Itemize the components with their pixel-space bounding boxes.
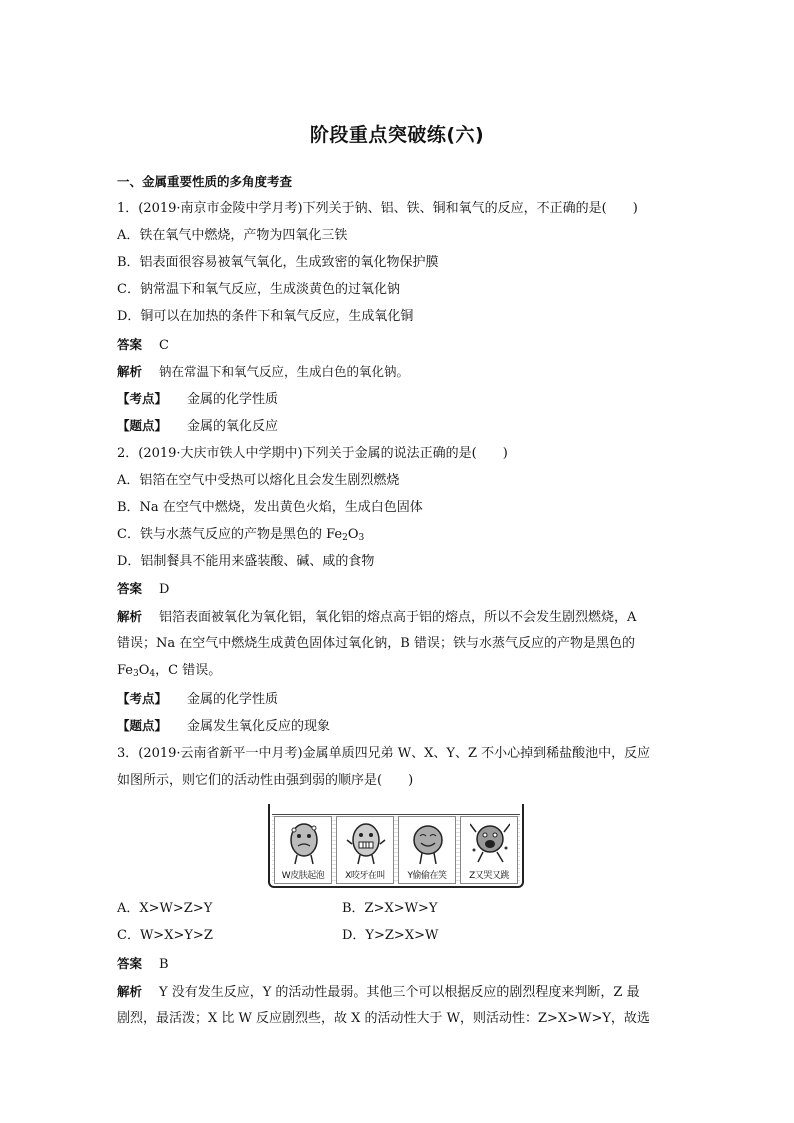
q1-answer	[117, 336, 169, 355]
caption-y: Y偷偷在笑	[407, 871, 447, 881]
analysis-text: 铝箔表面被氧化为氧化铝，氧化铝的熔点高于铝的熔点，所以不会发生剧烈燃烧，A	[159, 610, 637, 625]
q2-kaodian	[117, 690, 278, 709]
q2-option-c: C．铁与水蒸气反应的产物是黑色的 $Fe_2O_3$	[117, 527, 365, 543]
caption-w: W皮肤起泡	[281, 871, 325, 881]
answer-label: 答案	[117, 956, 143, 971]
answer-label: 答案	[117, 337, 143, 352]
q3-stem-line1: 3．(2019·云南省新平一中月考)金属单质四兄弟 W、X、Y、Z 不小心掉到稀盐酸池中，反应	[117, 746, 651, 761]
answer-value: B	[159, 957, 169, 972]
q3-stem-line2: 如图所示，则它们的活动性由强到弱的顺序是( )	[117, 773, 414, 788]
tidian-label: 【题点】	[117, 718, 168, 733]
caption-z: Z又哭又跳	[469, 871, 509, 881]
q2-answer	[117, 580, 169, 599]
q2-option-d: D．铝制餐具不能用来盛装酸、碱、咸的食物	[117, 554, 375, 569]
q2-stem: 2．(2019·大庆市铁人中学期中)下列关于金属的说法正确的是( )	[117, 446, 508, 461]
q1-option-d: D．铜可以在加热的条件下和氧气反应，生成氧化铜	[117, 309, 414, 324]
q1-kaodian	[117, 390, 278, 409]
q2-option-b: B．Na 在空气中燃烧，发出黄色火焰，生成白色固体	[117, 500, 423, 515]
q3-option-c: C．W>X>Y>Z	[117, 928, 213, 943]
caption-x: X咬牙在叫	[345, 871, 385, 881]
kaodian-value: 金属的化学性质	[187, 392, 279, 407]
analysis-label: 解析	[117, 984, 143, 999]
q3-option-b: B．Z>X>W>Y	[342, 901, 438, 916]
tidian-label: 【题点】	[117, 418, 168, 433]
metal-x-cell	[336, 816, 394, 884]
q2-analysis-line1	[117, 608, 636, 627]
kaodian-label: 【考点】	[117, 391, 168, 406]
metal-z-figure-icon	[470, 820, 510, 866]
section-heading: 一、金属重要性质的多角度考查	[117, 174, 293, 189]
answer-value: C	[159, 338, 169, 353]
analysis-text: Y 没有发生反应，Y 的活动性最弱。其他三个可以根据反应的剧烈程度来判断，Z 最	[159, 985, 640, 1000]
q3-analysis-line2: 剧烈，最活泼；X 比 W 反应剧烈些，故 X 的活动性大于 W，则活动性：Z>X>W>Y，故选	[117, 1011, 650, 1026]
q1-stem: 1．(2019·南京市金陵中学月考)下列关于钠、铝、铁、铜和氧气的反应，不正确的是( )	[117, 201, 638, 216]
q3-option-d: D．Y>Z>X>W	[342, 928, 439, 943]
analysis-label: 解析	[117, 364, 143, 379]
acid-pool-figure	[268, 804, 524, 888]
answer-value: D	[159, 582, 170, 597]
page-title: 阶段重点突破练(六)	[309, 124, 485, 146]
metal-w-cell	[274, 816, 332, 884]
q1-analysis	[117, 363, 409, 382]
kaodian-label: 【考点】	[117, 691, 168, 706]
metal-y-figure-icon	[408, 820, 448, 866]
metal-w-figure-icon	[284, 820, 324, 866]
q2-analysis-line3: $Fe_3O_4$，C 错误。	[117, 663, 222, 679]
q2-tidian	[117, 717, 330, 736]
metal-x-figure-icon	[346, 820, 386, 866]
q3-answer	[117, 955, 169, 974]
q1-tidian	[117, 417, 278, 436]
analysis-label: 解析	[117, 609, 143, 624]
q2-option-a: A．铝箔在空气中受热可以熔化且会发生剧烈燃烧	[117, 473, 400, 488]
tidian-value: 金属的氧化反应	[187, 419, 279, 434]
q1-option-c: C．钠常温下和氧气反应，生成淡黄色的过氧化钠	[117, 282, 400, 297]
metal-z-cell	[460, 816, 518, 884]
tidian-value: 金属发生氧化反应的现象	[187, 719, 331, 734]
q3-analysis-line1	[117, 983, 640, 1002]
analysis-text: 钠在常温下和氧气反应，生成白色的氧化钠。	[159, 364, 410, 379]
q1-option-a: A．铁在氧气中燃烧，产物为四氧化三铁	[117, 228, 348, 243]
kaodian-value: 金属的化学性质	[187, 692, 279, 707]
q3-option-a: A．X>W>Z>Y	[117, 901, 213, 916]
q1-option-b: B．铝表面很容易被氧气氧化，生成致密的氧化物保护膜	[117, 255, 439, 270]
answer-label: 答案	[117, 581, 143, 596]
q2-analysis-line2: 错误；Na 在空气中燃烧生成黄色固体过氧化钠，B 错误；铁与水蒸气反应的产物是黑色的	[117, 636, 635, 651]
metal-y-cell	[398, 816, 456, 884]
